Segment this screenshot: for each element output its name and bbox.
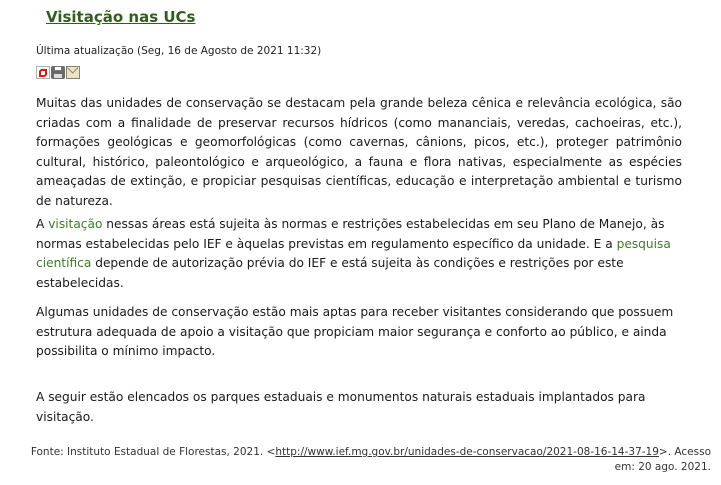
- text: A: [36, 217, 49, 231]
- paragraph-infrastructure: Algumas unidades de conservação estão mais aptas para receber visitantes considerando que possuem estrutura adequada de apoio a visitação que propiciam maior segurança e conforto ao público, e ainda possibilita o mínimo impacto.: [36, 305, 674, 358]
- paragraph-visitation: [36, 215, 682, 293]
- source-prefix: Fonte: Instituto Estadual de Florestas, 2021. <: [30, 446, 276, 458]
- pdf-icon[interactable]: [36, 66, 50, 79]
- research-link[interactable]: pesquisa científica: [36, 236, 671, 270]
- source-link[interactable]: http://www.ief.mg.gov.br/unidades-de-conservacao/2021-08-16-14-37-19: [275, 446, 659, 458]
- text: depende de autorização prévia do IEF e está sujeita às condições e restrições por este estabelecidas.: [36, 256, 624, 290]
- page-title[interactable]: Visitação nas UCs: [46, 8, 196, 26]
- paragraph-intro: Muitas das unidades de conservação se destacam pela grande beleza cênica e relevância ecológica, são criadas com a finalidade de preservar recursos hídricos (como mananciais, veredas, cachoeiras, etc.), formações geológicas e geomorfológicas (como cavernas, cânions, picos, etc.), proteger patrimônio cultural, histórico, paleontológico e arqueológico, a fauna e flora nativas, especialmente as espécies ameaçadas de extinção, e propiciar pesquisas científicas, educação e interpretação ambiental e turismo de natureza.: [36, 96, 682, 208]
- article-tools: [36, 66, 80, 79]
- email-icon[interactable]: [66, 66, 80, 79]
- paragraph-list-intro: A seguir estão elencados os parques estaduais e monumentos naturais estaduais implantados para visitação.: [36, 390, 646, 424]
- source-suffix: >. Acesso em: 20 ago. 2021.: [614, 446, 711, 473]
- source-citation: [11, 445, 711, 475]
- text: nessas áreas está sujeita às normas e restrições estabelecidas em seu Plano de Manejo, às normas estabelecidas pelo IEF e àquelas previstas em regulamento específico da unidade. E a: [36, 217, 665, 251]
- visitation-link[interactable]: visitação: [48, 217, 103, 231]
- last-updated: Última atualização (Seg, 16 de Agosto de 2021 11:32): [36, 45, 322, 57]
- print-icon[interactable]: [51, 66, 65, 79]
